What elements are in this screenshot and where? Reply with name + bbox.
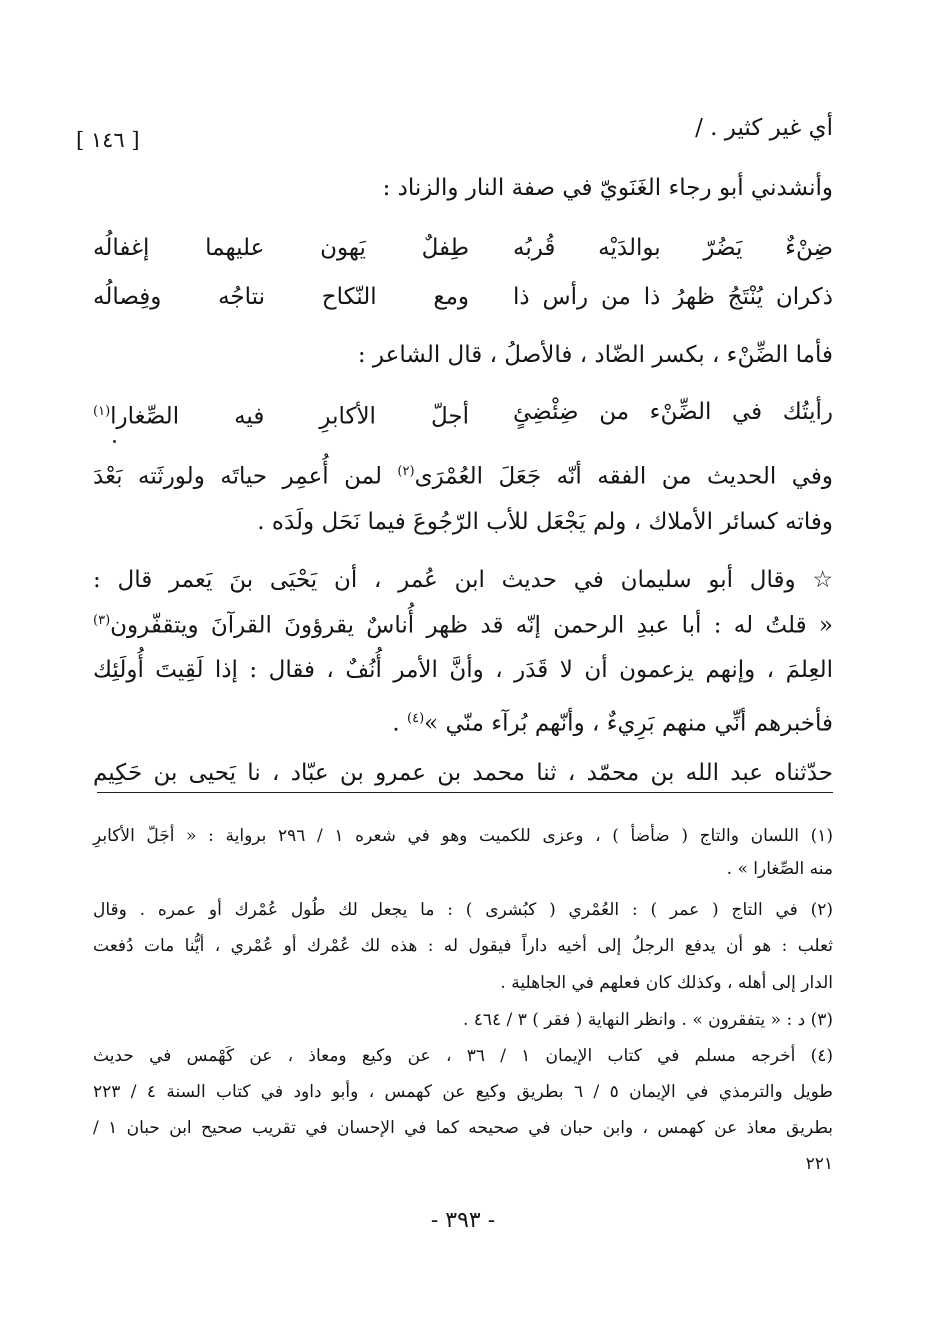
verse-2-hemistich-2: ومع النّكاح نتاجُه وفِصالُه (93, 284, 469, 310)
scan-speck (113, 440, 116, 443)
page-number: - ٣٩٣ - (430, 1208, 496, 1233)
verse-3-hemistich-1: رأيتُك في الضِّنْء من ضِئْضِئٍ (513, 399, 833, 425)
footnote-3: (٣) د : « يتفقرون » . وانظر النهاية ( فقر ) ٣ / ٤٦٤ . (462, 1010, 833, 1030)
footnote-2-line-3: الدار إلى أهله ، وكذلك كان فعلهم في الجاهلية . (500, 973, 833, 993)
text-line-4 (93, 457, 833, 492)
text-line-4-part-2: لمن أُعمِر حياتَه ولورثَته بَعْدَ (93, 463, 382, 490)
text-line-7 (93, 606, 833, 641)
footnote-4-line-3: بطريق معاذ عن كهمس ، وابن حبان في صحيحه كما في الإحسان في تقريب صحيح ابن حبان ١ / (93, 1118, 833, 1138)
footnote-2-line-2: ثعلب : هو أن يدفع الرجلُ إلى أخيه داراً فيقول له : هذه لك عُمْرك أو عُمْري ، أيُّنا مات دُفعت (93, 936, 833, 956)
text-line-9 (93, 704, 833, 739)
footnote-4-line-1: (٤) أخرجه مسلم في كتاب الإيمان ١ / ٣٦ ، عن وكيع ومعاذ ، عن كَهْمس في حديث (93, 1046, 833, 1066)
text-line-6: ☆ وقال أبو سليمان في حديث ابن عُمر ، أن يَحْيَى بنَ يَعمر قال : (93, 567, 833, 593)
footnote-1-line-2: منه الصِّغارا » . (726, 859, 833, 879)
text-line-9-period: . (392, 710, 400, 737)
verse-2-hemistich-1: ذكران يُنْتَجُ ظهرُ ذا من رأس ذا (513, 284, 833, 310)
page-reference: [ ١٤٦ ] (76, 128, 140, 152)
footnote-4-line-2: طويل والترمذي في الإيمان ٥ / ٦ بطريق وكيع عن كهمس ، وأبو داود في كتاب السنة ٤ / ٢٢٣ (93, 1082, 833, 1102)
verse-3 (93, 396, 833, 428)
footnote-ref-2: (٢) (397, 464, 415, 479)
verse-3-hemistich-2-text: أجلّ الأكابرِ فيه الصِّغارا (110, 403, 469, 430)
verse-1-hemistich-1: ضِنْءٌ يَضُرّ بوالدَيْه قُربُه (513, 235, 833, 261)
text-line-4-part-1: وفي الحديث من الفقه أنّه جَعَلَ العُمْرَى (414, 463, 834, 490)
text-line-2: وأنشدني أبو رجاء الغَنَويّ في صفة النار والزناد : (382, 175, 833, 201)
footnote-ref-3: (٣) (93, 613, 111, 628)
verse-1 (93, 232, 833, 264)
footnote-ref-1: (١) (93, 404, 111, 419)
text-line-7-text: « قلتُ له : أبا عبدِ الرحمن إنّه قد ظهر أُناسٌ يقرؤونَ القرآنَ ويتقفّرون (110, 612, 833, 639)
text-line-5: وفاته كسائر الأملاك ، ولم يَجْعَل للأب الرّجُوعَ فيما نَحَل ولَدَه . (257, 509, 833, 535)
verse-2 (93, 281, 833, 313)
footnote-2-line-1: (٢) في التاج ( عمر ) : العُمْري ( كبُشرى ) : ما يجعل لك طُول عُمْرك أو عمره . وقال (93, 900, 833, 920)
footnote-ref-4: (٤) (407, 711, 425, 726)
verse-1-hemistich-2: طِفلٌ يَهون عليهما إغفالُه (93, 235, 469, 261)
footnote-separator (97, 792, 833, 793)
footnote-4-line-4: ٢٢١ (805, 1154, 833, 1174)
footnote-1-line-1: (١) اللسان والتاج ( ضأضأ ) ، وعزى للكميت وهو في شعره ١ / ٢٩٦ برواية : « أجَلّ الأكابرِ (93, 826, 833, 846)
text-line-1: أي غير كثير . / (695, 115, 833, 141)
text-line-10: حدّثناه عبد الله بن محمّد ، ثنا محمد بن عمرو بن عبّاد ، نا يَحيى بن حَكِيم (93, 760, 833, 786)
text-line-3: فأما الضِّنْء ، بكسر الضّاد ، فالأصلُ ، قال الشاعر : (357, 342, 833, 368)
verse-3-hemistich-2 (93, 396, 469, 433)
text-line-8: العِلمَ ، وإنهم يزعمون أن لا قَدَر ، وأنَّ الأمر أُنُفٌ ، فقال : إذا لَقِيتَ أُولَئِك (93, 657, 833, 683)
text-line-9-text: فأخبرهم أنِّي منهم بَرِيءٌ ، وأنّهم بُرآء منّي » (424, 710, 833, 737)
